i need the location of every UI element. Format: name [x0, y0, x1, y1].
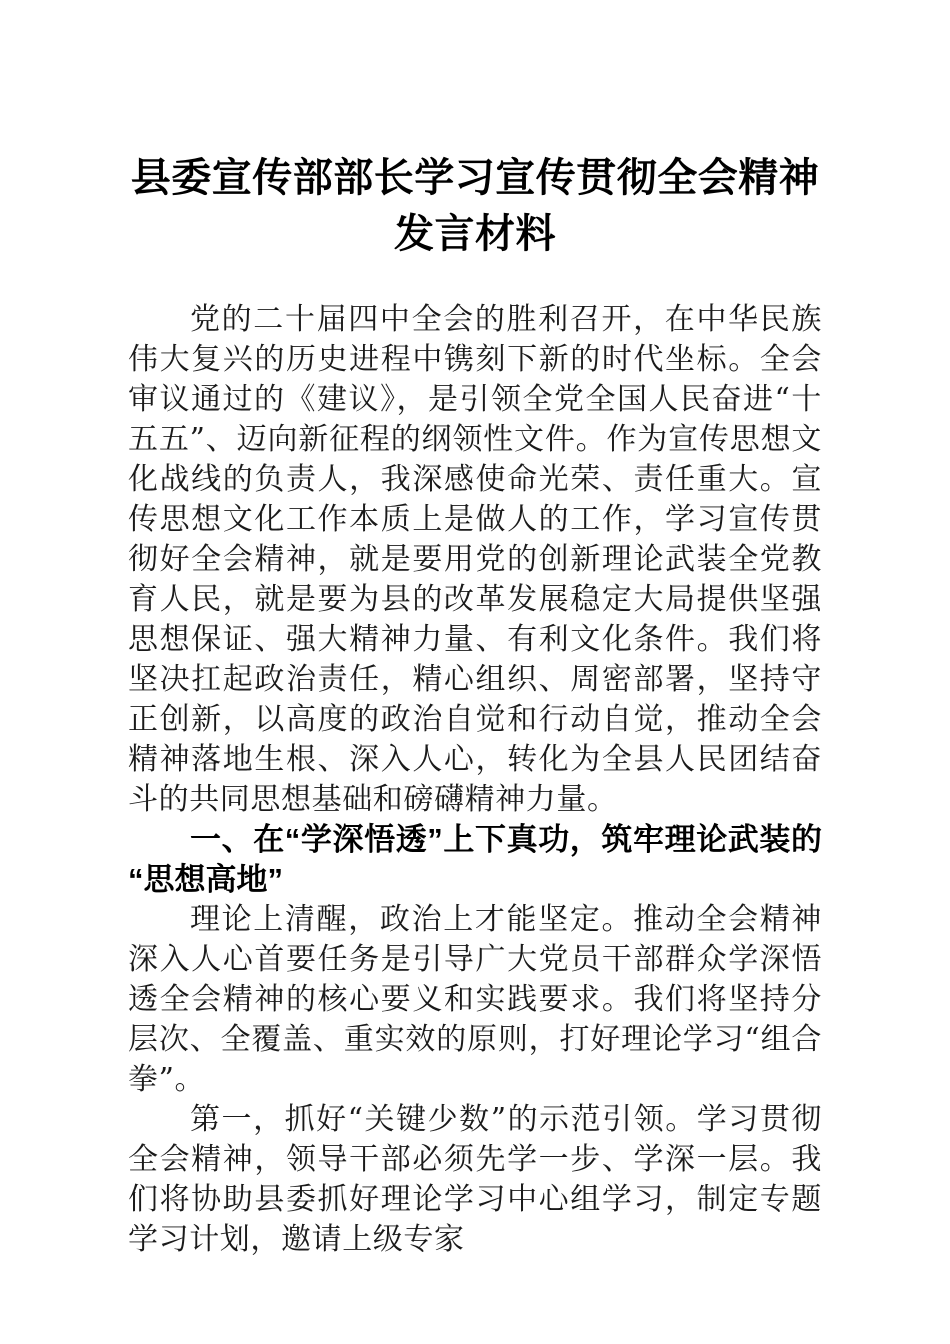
document-text-column — [128, 0, 822, 1260]
section-one-point-one-paragraph: 第一，抓好“关键少数”的示范引领。学习贯彻全会精神，领导干部必须先学一步、学深一层。我们将协助县委抓好理论学习中心组学习，制定专题学习计划，邀请上级专家 — [128, 1102, 822, 1257]
section-one-body-paragraph: 理论上清醒，政治上才能坚定。推动全会精神深入人心首要任务是引导广大党员干部群众学深悟透全会精神的核心要义和实践要求。我们将坚持分层次、全覆盖、重实效的原则，打好理论学习“组合拳”。 — [128, 902, 822, 1097]
section-heading-one: 一、在“学深悟透”上下真功，筑牢理论武装的“思想高地” — [128, 822, 822, 897]
page-title: 县委宣传部部长学习宣传贯彻全会精神发言材料 — [130, 155, 820, 256]
intro-paragraph: 党的二十届四中全会的胜利召开，在中华民族伟大复兴的历史进程中镌刻下新的时代坐标。全会审议通过的《建议》，是引领全党全国人民奋进“十五五”、迈向新征程的纲领性文件。作为宣传思想文化战线的负责人，我深感使命光荣、责任重大。宣传思想文化工作本质上是做人的工作，学习宣传贯彻好全会精神，就是要用党的创新理论武装全党教育人民，就是要为县的改革发展稳定大局提供坚强思想保证、强大精神力量、有利文化条件。我们将坚决扛起政治责任，精心组织、周密部署，坚持守正创新，以高度的政治自觉和行动自觉，推动全会精神落地生根、深入人心，转化为全县人民团结奋斗的共同思想基础和磅礴精神力量。 — [128, 302, 822, 817]
